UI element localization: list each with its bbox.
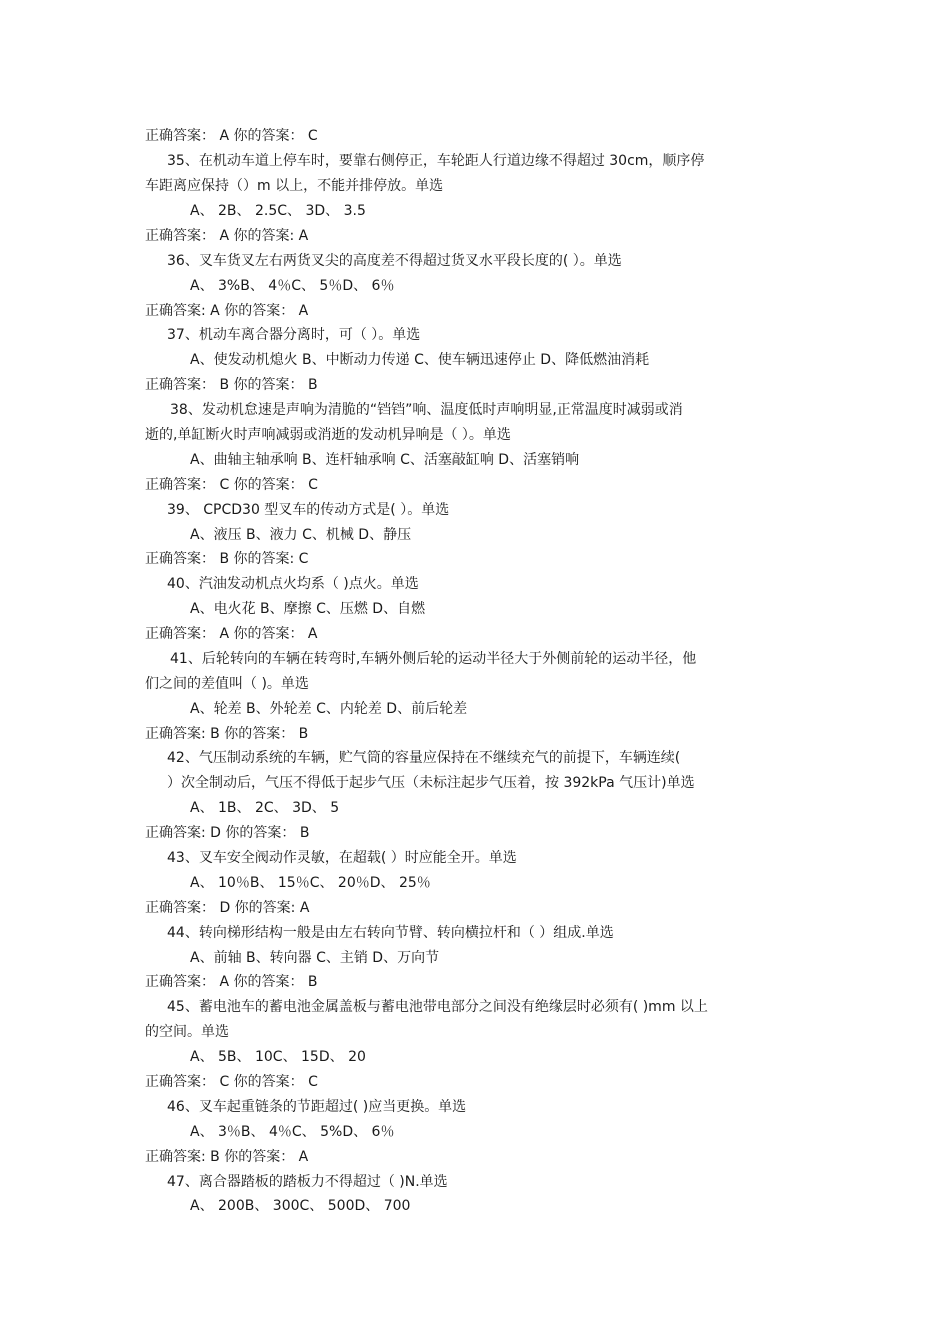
- question-line: 45、蓄电池车的蓄电池金属盖板与蓄电池带电部分之间没有绝缘层时必须有( )mm 以上: [167, 999, 708, 1015]
- answer-line: 正确答案: B 你的答案： B: [145, 726, 309, 742]
- question-line: 42、气压制动系统的车辆，贮气筒的容量应保持在不继续充气的前提下，车辆连续(: [167, 750, 681, 766]
- answer-line: 正确答案： D 你的答案: A: [145, 900, 310, 916]
- question-line: 41、后轮转向的车辆在转弯时,车辆外侧后轮的运动半径大于外侧前轮的运动半径，他: [170, 651, 697, 667]
- answer-line: 正确答案: B 你的答案： A: [145, 1149, 309, 1165]
- question-line: 35、在机动车道上停车时，要靠右侧停正，车轮距人行道边缘不得超过 30cm，顺序停: [167, 153, 705, 169]
- question-line: 逝的,单缸断火时声响减弱或消逝的发动机异响是（ ）。单选: [145, 427, 511, 443]
- answer-line: 正确答案： A 你的答案： B: [145, 974, 318, 990]
- options-line: A、 1B、 2C、 3D、 5: [190, 800, 340, 816]
- answer-line: 正确答案： A 你的答案: A: [145, 228, 309, 244]
- options-line: A、 2B、 2.5C、 3D、 3.5: [190, 203, 366, 219]
- question-line: 的空间。单选: [145, 1024, 229, 1040]
- question-line: 37、机动车离合器分离时，可（ ）。单选: [167, 327, 421, 343]
- answer-line: 正确答案: D 你的答案： B: [145, 825, 310, 841]
- answer-line: 正确答案： C 你的答案： C: [145, 1074, 318, 1090]
- options-line: A、液压 B、液力 C、机械 D、静压: [190, 527, 412, 543]
- options-line: A、 3%B、 4％C、 5％D、 6％: [190, 278, 395, 294]
- options-line: A、 200B、 300C、 500D、 700: [190, 1198, 411, 1214]
- options-line: A、使发动机熄火 B、中断动力传递 C、使车辆迅速停止 D、降低燃油消耗: [190, 352, 650, 368]
- answer-line: 正确答案： A 你的答案： A: [145, 626, 318, 642]
- options-line: A、 5B、 10C、 15D、 20: [190, 1049, 366, 1065]
- answer-line: 正确答案： C 你的答案： C: [145, 477, 318, 493]
- answer-line: 正确答案： B 你的答案: C: [145, 551, 309, 567]
- question-line: 46、叉车起重链条的节距超过( )应当更换。单选: [167, 1099, 467, 1115]
- question-line: 39、 CPCD30 型叉车的传动方式是( ）。单选: [167, 502, 450, 518]
- question-line: 44、转向梯形结构一般是由左右转向节臂、转向横拉杆和（ ）组成.单选: [167, 925, 614, 941]
- options-line: A、 3％B、 4％C、 5%D、 6％: [190, 1124, 395, 1140]
- question-line: 43、叉车安全阀动作灵敏，在超载( ）时应能全开。单选: [167, 850, 517, 866]
- options-line: A、电火花 B、摩擦 C、压燃 D、自燃: [190, 601, 426, 617]
- answer-line: 正确答案： A 你的答案： C: [145, 128, 318, 144]
- answer-line: 正确答案： B 你的答案： B: [145, 377, 318, 393]
- question-line: 们之间的差值叫（ )。单选: [145, 676, 309, 692]
- options-line: A、曲轴主轴承响 B、连杆轴承响 C、活塞敲缸响 D、活塞销响: [190, 452, 580, 468]
- question-line: 38、发动机怠速是声响为清脆的“铛铛”响、温度低时声响明显,正常温度时减弱或消: [170, 402, 683, 418]
- options-line: A、轮差 B、外轮差 C、内轮差 D、前后轮差: [190, 701, 468, 717]
- question-line: 车距离应保持（）m 以上，不能并排停放。单选: [145, 178, 444, 194]
- question-line: 47、离合器踏板的踏板力不得超过（ )N.单选: [167, 1174, 448, 1190]
- question-line: 36、叉车货叉左右两货叉尖的高度差不得超过货叉水平段长度的( ）。单选: [167, 253, 622, 269]
- options-line: A、前轴 B、转向器 C、主销 D、万向节: [190, 950, 440, 966]
- question-line: ）次全制动后，气压不得低于起步气压（未标注起步气压着，按 392kPa 气压计)单选: [167, 775, 695, 791]
- options-line: A、 10％B、 15％C、 20％D、 25％: [190, 875, 431, 891]
- question-line: 40、汽油发动机点火均系（ )点火。单选: [167, 576, 419, 592]
- answer-line: 正确答案: A 你的答案： A: [145, 303, 309, 319]
